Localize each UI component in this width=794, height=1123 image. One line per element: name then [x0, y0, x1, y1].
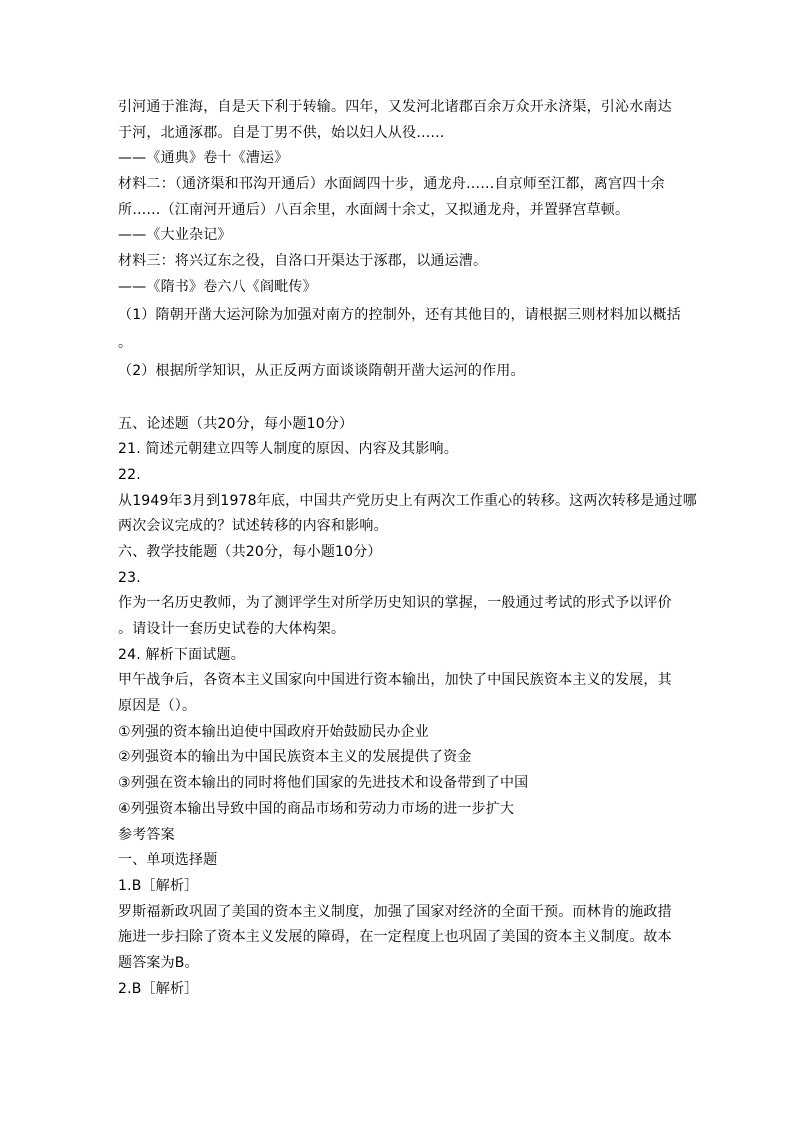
question-line: 。请设计一套历史试卷的大体构架。 [118, 621, 346, 637]
section-heading-line: 一、单项选择题 [118, 852, 218, 869]
answer-line: 1.B［解析］ [118, 877, 199, 894]
section-heading-line: 参考答案 [118, 826, 175, 843]
section-heading-line: 五、论述题（共20分，每小题10分） [118, 415, 354, 432]
option-line: ③列强在资本输出的同时将他们国家的先进技术和设备带到了中国 [118, 775, 529, 792]
blank-line [118, 385, 683, 412]
answer-line: 2.B［解析］ [118, 980, 199, 997]
question-line: （2）根据所学知识，从正反两方面谈谈隋朝开凿大运河的作用。 [118, 362, 525, 379]
question-line: 21. 简述元朝建立四等人制度的原因、内容及其影响。 [118, 441, 458, 458]
body-line: 材料二：（通济渠和邗沟开通后）水面阔四十步，通龙舟……自京师至江都，离宫四十余 [118, 176, 665, 193]
question-line: 22. [118, 466, 141, 483]
source-line: ——《大业杂记》 [118, 227, 232, 244]
question-line: 23. [118, 569, 141, 586]
question-line: 两次会议完成的？试述转移的内容和影响。 [118, 518, 388, 535]
question-line: 从1949年3月到1978年底，中国共产党历史上有两次工作重心的转移。这两次转移是通过哪 [118, 492, 697, 509]
answer-line: 罗斯福新政巩固了美国的资本主义制度，加强了国家对经济的全面干预。而林肯的施政措 [118, 903, 672, 920]
option-line: ④列强资本输出导致中国的商品市场和劳动力市场的进一步扩大 [118, 800, 515, 817]
answer-line: 题答案为B。 [118, 954, 199, 971]
question-line: 原因是（）。 [118, 698, 197, 715]
body-line: 所……（江南河开通后）八百余里，水面阔十余丈，又拟通龙舟，并置驿宫草顿。 [118, 201, 630, 218]
answer-line: 施进一步扫除了资本主义发展的障碍，在一定程度上也巩固了美国的资本主义制度。故本 [118, 929, 672, 946]
option-line: ①列强的资本输出迫使中国政府开始鼓励民办企业 [118, 723, 429, 740]
question-line: 24. 解析下面试题。 [118, 646, 245, 663]
source-line: ——《隋书》卷六八《阎毗传》 [118, 278, 317, 295]
question-line: （1）隋朝开凿大运河除为加强对南方的控制外，还有其他目的，请根据三则材料加以概括 [118, 306, 681, 323]
document-body [118, 95, 697, 1002]
body-line: 于河，北通涿郡。自是丁男不供，始以妇人从役…… [118, 124, 445, 141]
option-line: ②列强资本的输出为中国民族资本主义的发展提供了资金 [118, 749, 472, 766]
body-line: 材料三：将兴辽东之役，自洛口开渠达于涿郡，以通运漕。 [118, 253, 488, 270]
body-line: 引河通于淮海，自是天下利于转输。四年，又发河北诸郡百余万众开永济渠，引沁水南达 [118, 99, 672, 115]
source-line: ——《通典》卷十《漕运》 [118, 150, 289, 167]
question-line: 作为一名历史教师，为了测评学生对所学历史知识的掌握，一般通过考试的形式予以评价 [118, 595, 672, 612]
question-line: 甲午战争后，各资本主义国家向中国进行资本输出，加快了中国民族资本主义的发展，其 [118, 672, 672, 689]
question-line: 。 [118, 334, 133, 351]
section-heading-line: 六、教学技能题（共20分，每小题10分） [118, 543, 382, 560]
